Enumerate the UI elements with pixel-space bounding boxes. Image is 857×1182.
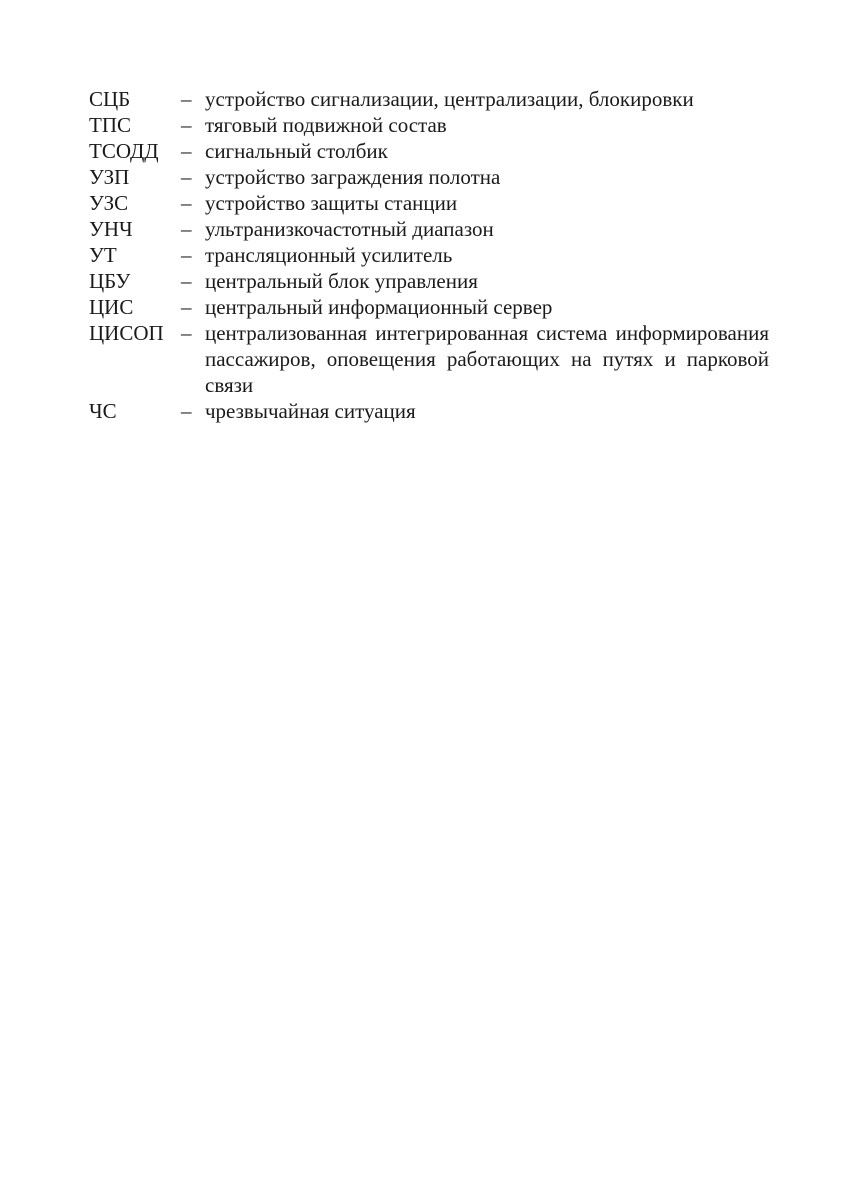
abbreviation-definition: центральный информационный сервер — [205, 295, 553, 319]
abbreviation-term: ТПС — [89, 113, 131, 137]
abbreviation-definition: централизованная интегрированная система информирования пассажиров, оповещения работающих на путях и парковой связи — [205, 321, 769, 397]
abbreviation-term: ЦБУ — [89, 269, 131, 293]
dash-separator: – — [181, 269, 192, 293]
abbreviation-row-chs — [89, 398, 769, 424]
abbreviation-definition: ультранизкочастотный диапазон — [205, 217, 494, 241]
dash-separator: – — [181, 191, 192, 215]
abbreviation-row-cisop — [89, 320, 769, 398]
abbreviation-row-tsodd — [89, 138, 769, 164]
dash-separator: – — [181, 321, 192, 345]
abbreviation-definition: чрезвычайная ситуация — [205, 399, 416, 423]
abbreviation-term: ЦИСОП — [89, 321, 164, 345]
abbreviation-term: ЧС — [89, 399, 117, 423]
abbreviation-row-ut — [89, 242, 769, 268]
abbreviation-term: УНЧ — [89, 217, 133, 241]
abbreviation-term: УЗС — [89, 191, 129, 215]
abbreviation-definition: сигнальный столбик — [205, 139, 388, 163]
abbreviation-term: ТСОДД — [89, 139, 159, 163]
abbreviation-definition: устройство защиты станции — [205, 191, 458, 215]
abbreviation-term: ЦИС — [89, 295, 134, 319]
dash-separator: – — [181, 217, 192, 241]
dash-separator: – — [181, 87, 192, 111]
abbreviation-definition: устройство заграждения полотна — [205, 165, 501, 189]
abbreviation-list — [89, 86, 769, 424]
abbreviation-definition: трансляционный усилитель — [205, 243, 453, 267]
abbreviation-row-unch — [89, 216, 769, 242]
abbreviation-term: УТ — [89, 243, 117, 267]
abbreviation-term: СЦБ — [89, 87, 131, 111]
abbreviation-term: УЗП — [89, 165, 130, 189]
abbreviation-row-uzs — [89, 190, 769, 216]
abbreviation-row-tps — [89, 112, 769, 138]
abbreviation-row-cis — [89, 294, 769, 320]
abbreviation-definition: тяговый подвижной состав — [205, 113, 447, 137]
dash-separator: – — [181, 243, 192, 267]
dash-separator: – — [181, 399, 192, 423]
dash-separator: – — [181, 139, 192, 163]
abbreviation-row-scb — [89, 86, 769, 112]
abbreviation-definition: устройство сигнализации, централизации, блокировки — [205, 87, 694, 111]
abbreviation-row-cbu — [89, 268, 769, 294]
dash-separator: – — [181, 165, 192, 189]
dash-separator: – — [181, 295, 192, 319]
dash-separator: – — [181, 113, 192, 137]
abbreviation-row-uzp — [89, 164, 769, 190]
abbreviation-definition: центральный блок управления — [205, 269, 478, 293]
